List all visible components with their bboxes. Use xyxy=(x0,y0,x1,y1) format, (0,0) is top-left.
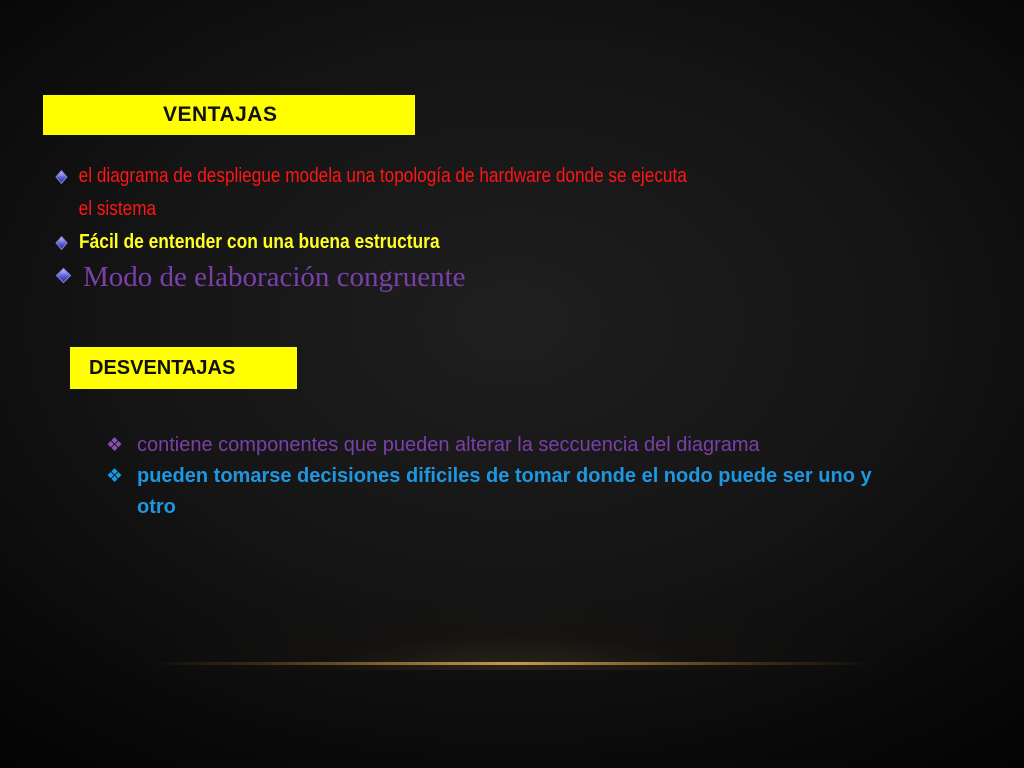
footer-divider-line xyxy=(150,662,874,665)
ventajas-list xyxy=(52,160,692,297)
desventajas-item xyxy=(104,461,904,523)
ventajas-item xyxy=(52,226,705,259)
ventajas-item-text: Modo de elaboración congruente xyxy=(83,261,466,293)
four-diamond-star-icon: ❖ xyxy=(106,434,124,456)
ventajas-heading: VENTAJAS xyxy=(163,103,278,126)
desventajas-item xyxy=(104,430,904,461)
diamond-bullet-icon xyxy=(56,268,72,284)
diamond-bullet-icon xyxy=(55,170,67,184)
ventajas-item-text: el diagrama de despliegue modela una topología de hardware donde se ejecuta el sistema xyxy=(78,165,687,220)
desventajas-item-text: pueden tomarse decisiones dificiles de tomar donde el nodo puede ser uno y otro xyxy=(137,465,872,518)
ventajas-item xyxy=(52,257,692,297)
ventajas-item-text: Fácil de entender con una buena estructura xyxy=(78,231,440,253)
desventajas-heading: DESVENTAJAS xyxy=(89,356,236,379)
desventajas-heading-box xyxy=(70,347,297,389)
ventajas-heading-box xyxy=(43,95,415,135)
footer-glow xyxy=(130,600,894,670)
ventajas-item xyxy=(52,160,698,226)
diamond-bullet-icon xyxy=(55,236,67,250)
desventajas-list xyxy=(104,430,904,523)
desventajas-item-text: contiene componentes que pueden alterar la seccuencia del diagrama xyxy=(137,434,760,456)
four-diamond-star-icon: ❖ xyxy=(106,465,124,487)
